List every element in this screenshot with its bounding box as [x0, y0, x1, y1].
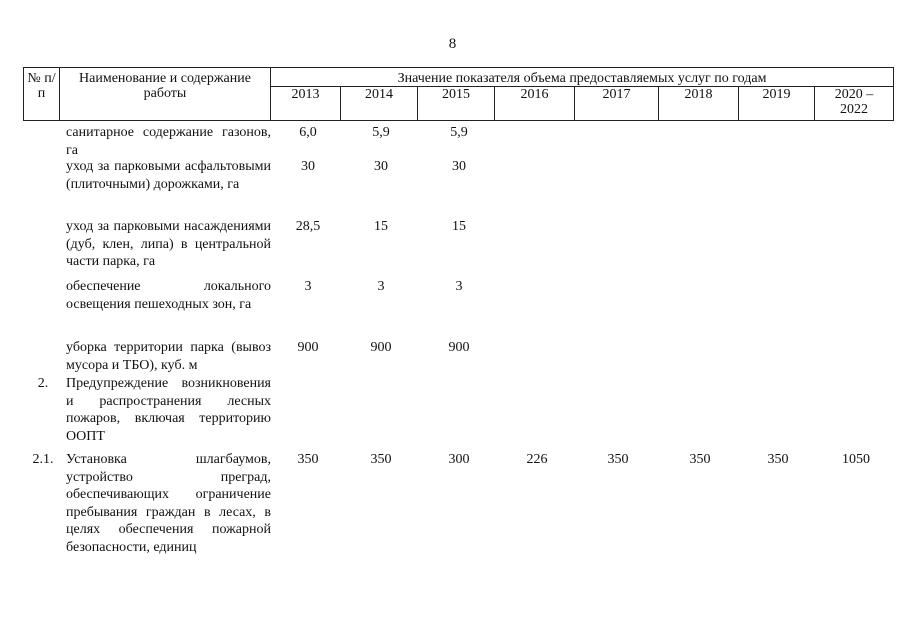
row-value: 5,9 — [372, 125, 390, 140]
row-index: 2.1. — [32, 452, 54, 467]
row-value: 350 — [297, 452, 319, 467]
row-name: обеспечение локального освещения пешеходных зон, га — [66, 279, 271, 312]
row-name: Установка шлагбаумов, устройство преград, обеспечивающих ограничение пребывания граждан в лесах, в целях обеспечения пожарной безопасности, единиц — [66, 452, 271, 555]
header-col-number: № п/п — [24, 68, 60, 121]
header-col-name: Наименование и содержание работы — [60, 68, 271, 121]
row-value: 30 — [301, 159, 315, 174]
page-number: 8 — [448, 36, 457, 52]
row-value: 15 — [374, 219, 388, 234]
row-value: 350 — [607, 452, 629, 467]
row-value: 5,9 — [450, 125, 468, 140]
header-year: 2017 — [575, 87, 659, 121]
header-year: 2019 — [739, 87, 815, 121]
row-value: 350 — [689, 452, 711, 467]
row-value: 900 — [297, 340, 319, 355]
header-year: 2018 — [659, 87, 739, 121]
row-value: 30 — [374, 159, 388, 174]
header-year: 2020 – 2022 — [815, 87, 894, 121]
row-name: уход за парковыми насаждениями (дуб, клен, липа) в центральной части парка, га — [66, 219, 271, 269]
row-value: 3 — [377, 279, 385, 294]
row-value: 3 — [304, 279, 312, 294]
row-value: 28,5 — [295, 219, 321, 234]
row-value: 300 — [448, 452, 470, 467]
header-year: 2013 — [271, 87, 341, 121]
row-value: 1050 — [842, 452, 870, 467]
row-value: 3 — [455, 279, 463, 294]
row-value: 226 — [526, 452, 548, 467]
row-index: 2. — [37, 376, 49, 391]
table-header — [23, 67, 894, 121]
header-year: 2014 — [341, 87, 418, 121]
row-name: санитарное содержание газонов, га — [66, 125, 271, 158]
row-value: 350 — [767, 452, 789, 467]
row-value: 30 — [452, 159, 466, 174]
row-value: 6,0 — [299, 125, 317, 140]
row-name: уборка территории парка (вывоз мусора и ТБО), куб. м — [66, 340, 271, 373]
row-name: уход за парковыми асфальтовыми (плиточными) дорожками, га — [66, 159, 271, 192]
row-value: 15 — [452, 219, 466, 234]
header-col-values: Значение показателя объема предоставляемых услуг по годам — [271, 68, 894, 87]
row-name: Предупреждение возникновения и распространения лесных пожаров, включая территорию ООПТ — [66, 376, 271, 444]
row-value: 350 — [370, 452, 392, 467]
header-year: 2016 — [495, 87, 575, 121]
row-value: 900 — [448, 340, 470, 355]
row-value: 900 — [370, 340, 392, 355]
header-year: 2015 — [418, 87, 495, 121]
